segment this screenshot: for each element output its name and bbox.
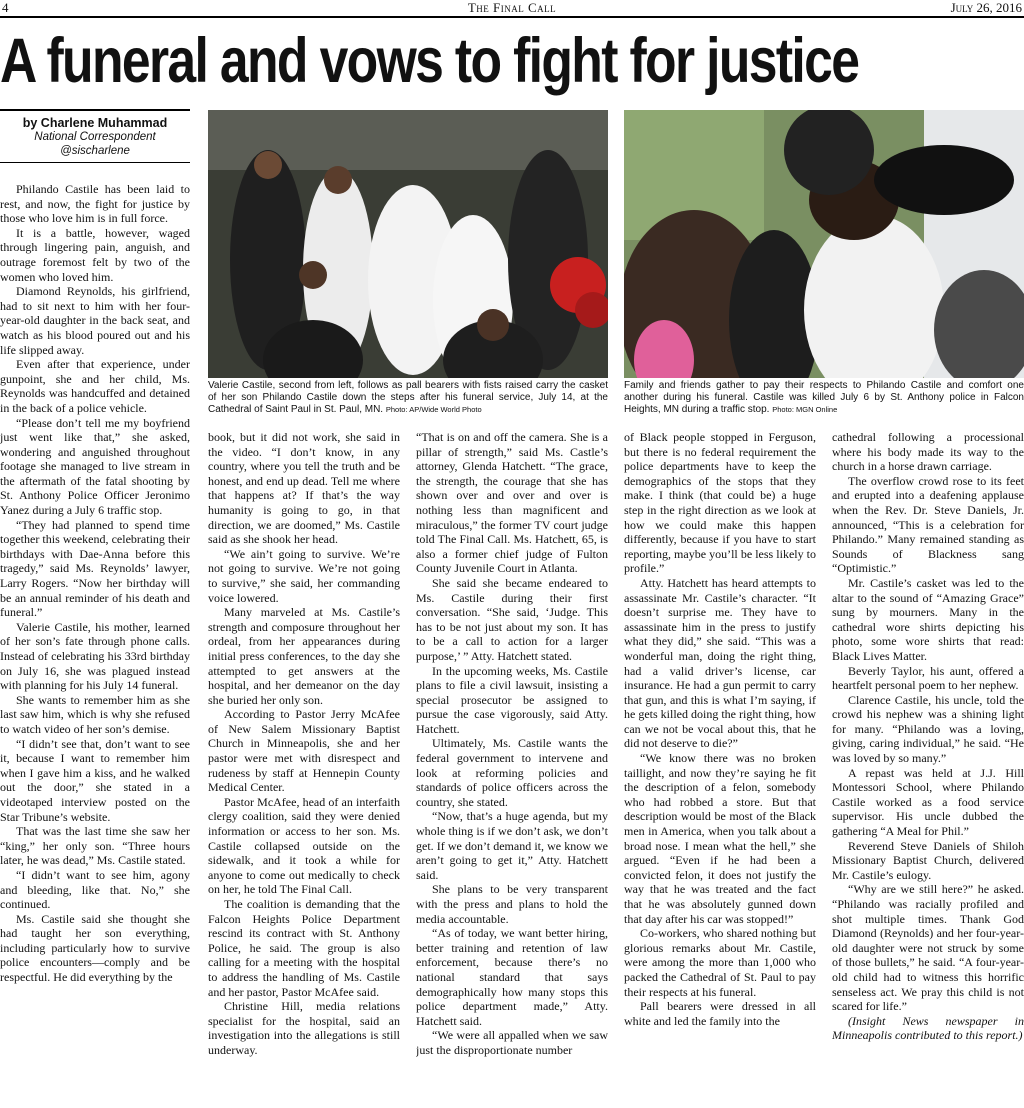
article-paragraph: A repast was held at J.J. Hill Montessori School, where Philando Castile worked as a food service supervisor. His uncle dubbed the gathering “A Meal for Phil.” bbox=[832, 765, 1024, 839]
article-paragraph: (Insight News newspaper in Minneapolis contributed to this report.) bbox=[832, 1013, 1024, 1043]
article-paragraph: In the upcoming weeks, Ms. Castile plans to file a civil lawsuit, insisting a special prosecutor be assigned to pursue the case vigorously, said Atty. Hatchett. bbox=[416, 663, 608, 736]
photo1-credit: Photo: AP/Wide World Photo bbox=[385, 405, 482, 414]
article-paragraph: The overflow crowd rose to its feet and erupted into a deafening applause when the Rev. Dr. Steve Daniels, Jr. announced, “This is a celebration for Philando.” Many remained standing as Sounds of Blackness sang “Optimistic.” bbox=[832, 473, 1024, 576]
article-paragraph: Even after that experience, under gunpoint, she and her child, Ms. Reynolds was handcuffed and detained in the back of a police vehicle. bbox=[0, 357, 190, 415]
article-paragraph: “We were all appalled when we saw just the disproportionate number bbox=[416, 1028, 608, 1057]
header-rule bbox=[0, 16, 1024, 18]
article-paragraph: “Now, that’s a huge agenda, but my whole thing is if we don’t ask, we don’t get. If we don’t demand it, we know we aren’t going to get it,” Atty. Hatchett said. bbox=[416, 809, 608, 882]
article-paragraph: According to Pastor Jerry McAfee of New Salem Missionary Baptist Church in Minneapolis, she and her pastor were met with disrespect and rudeness by staff at Hennepin County Medical Center. bbox=[208, 707, 400, 795]
article-paragraph: cathedral following a processional where his body made its way to the church in a horse drawn carriage. bbox=[832, 430, 1024, 474]
article-paragraph: Reverend Steve Daniels of Shiloh Missionary Baptist Church, delivered Mr. Castile’s eulogy. bbox=[832, 838, 1024, 882]
paper-name: The Final Call bbox=[467, 0, 557, 15]
article-column-4 bbox=[624, 430, 816, 1108]
issue-date: July 26, 2016 bbox=[950, 0, 1022, 15]
article-paragraph: “I didn’t want to see him, agony and bleeding, like that. No,” she continued. bbox=[0, 867, 190, 912]
mourners-embrace-photo bbox=[624, 110, 1024, 378]
article-paragraph: Pastor McAfee, head of an interfaith clergy coalition, said they were denied information or access to her son. Ms. Castile collapsed outside on the sidewalk, and it took a while for anyone to come out medically to check on her, he told The Final Call. bbox=[208, 794, 400, 897]
article-paragraph: She wants to remember him as she last saw him, which is why she refused to watch video of her son’s demise. bbox=[0, 692, 190, 736]
article-paragraph: “As of today, we want better hiring, better training and retention of law enforcement, because there’s no national standard that says demographically how many stops this police department made,” Atty. Hatchett said. bbox=[416, 926, 608, 1028]
article-paragraph: “They had planned to spend time together this weekend, celebrating their birthdays with Dae-Anna before this tragedy,” said Ms. Reynolds’ lawyer, Larry Rogers. “Now her birthday will be an annual reminder of his death and funeral.” bbox=[0, 517, 190, 620]
article-paragraph: Diamond Reynolds, his girlfriend, had to sit next to him with her four-year-old daughter in the back seat, and watch as his blood poured out and his life slipped away. bbox=[0, 284, 190, 357]
article-column-2 bbox=[208, 430, 400, 1108]
article-paragraph: Many marveled at Ms. Castile’s strength and composure throughout her ordeal, from her appearances during initial press conferences, to the day she attempted to get answers at the hospital, and her demeanor on the day she buried her only son. bbox=[208, 605, 400, 707]
photo1-caption bbox=[208, 380, 608, 416]
article-paragraph: Pall bearers were dressed in all white and led the family into the bbox=[624, 999, 816, 1028]
photo2-caption bbox=[624, 380, 1024, 416]
article-paragraph: Ultimately, Ms. Castile wants the federal government to intervene and look at reforming policies and standards of police officers across the country, she stated. bbox=[416, 736, 608, 809]
byline-author: by Charlene Muhammad bbox=[22, 116, 168, 130]
article-paragraph: Philando Castile has been laid to rest, and now, the fight for justice by those who love him is in full force. bbox=[0, 182, 190, 226]
article-column-3 bbox=[416, 430, 608, 1108]
article-paragraph: It is a battle, however, waged through lingering pain, anguish, and outrage foremost felt by two of the women who loved him. bbox=[0, 225, 190, 284]
photo1-caption-text: Valerie Castile, second from left, follows as pall bearers with fists raised carry the casket of her son Philando Castile down the steps after his funeral service, July 14, at the Cathedral of Saint Paul in St. Paul, MN. bbox=[208, 380, 608, 415]
article-paragraph: “Why are we still here?” he asked. “Philando was racially profiled and shot multiple times. Thank God Diamond (Reynolds) and her four-year-old daughter were not struck by some of those bullets,” he said. “A four-year-old child had to witness this horrific senseless act. We pray this child is not scared for life.” bbox=[832, 882, 1024, 1014]
page-number: 4 bbox=[2, 0, 9, 15]
article-paragraph: “We know there was no broken taillight, and now they’re saying he fit the description of a felon, somebody who had robbed a store. But that description would be most of the Black men in America, when you talk about a broad nose. I mean what the hell,” she argued. “Even if he had been a convicted felon, it does not justify the way that he was treated and the fact that he was absolutely gunned down that day after his car was stopped!” bbox=[624, 751, 816, 926]
article-paragraph: book, but it did not work, she said in the video. “I don’t know, in any country, where you tell the truth and be honest, and end up dead. Tell me where that happens at? If that’s the way humanity is going to go, in that direction, we are doomed,” Ms. Castile said as she shook her head. bbox=[208, 430, 400, 547]
article-paragraph: “That is on and off the camera. She is a pillar of strength,” said Ms. Castle’s attorney, Glenda Hatchett. “The grace, the strength, the courage that she has shown over and over and over is nothing less than magnificent and miraculous,” the former TV court judge told The Final Call. Ms. Hatchett, 65, is also a former chief judge of Fulton County Juvenile Court in Atlanta. bbox=[416, 430, 608, 576]
article-paragraph: Valerie Castile, his mother, learned of her son’s fate through phone calls. Instead of celebrating his 33rd birthday on July 16, she was plagued instead with planning for his July 14 funeral. bbox=[0, 619, 190, 693]
headline: A funeral and vows to fight for justice bbox=[0, 26, 859, 96]
article-paragraph: Beverly Taylor, his aunt, offered a heartfelt personal poem to her nephew. bbox=[832, 663, 1024, 693]
article-paragraph: “I didn’t see that, don’t want to see it, because I want to remember him when I gave him a kiss, and he walked out the door,” she stated in a videotaped interview posted on the Star Tribune’s website. bbox=[0, 736, 190, 824]
article-paragraph: Mr. Castile’s casket was led to the altar to the sound of “Amazing Grace” sung by mourners. Many in the cathedral wore shirts depicting his photo, some wore shirts that read: Black Lives Matter. bbox=[832, 575, 1024, 663]
article-column-5 bbox=[832, 430, 1024, 1108]
article-paragraph: She said she became endeared to Ms. Castile during their first conversation. “She said, ‘Judge. This has to be not just about my son. It has to be a call to action for a larger purpose,’ ” Atty. Hatchett stated. bbox=[416, 575, 608, 663]
article-paragraph: Atty. Hatchett has heard attempts to assassinate Mr. Castile’s character. “It doesn’t surprise me. They have to assassinate him in the press to justify what they did,” she said. “This was a wonderful man, doing the right thing, had a valid driver’s license, car insurance. He had a gun permit to carry that gun, and this is what I’m saying, if he gets killed doing the right thing, how can we not be vocal about this, that he did not deserve to die?” bbox=[624, 575, 816, 751]
article-paragraph: The coalition is demanding that the Falcon Heights Police Department rescind its contract with St. Anthony Police, he said. The group is also calling for a meeting with the hospital to address the handling of Ms. Castile and her pastor, Pastor McAfee said. bbox=[208, 897, 400, 999]
article-paragraph: She plans to be very transparent with the press and plans to hold the media accountable. bbox=[416, 882, 608, 926]
photo2-credit: Photo: MGN Online bbox=[772, 405, 838, 414]
article-paragraph: Clarence Castile, his uncle, told the crowd his nephew was a shining light for many. “Philando was a loving, giving, caring individual,” he said. “He was loved by so many.” bbox=[832, 692, 1024, 766]
byline-role: National Correspondent bbox=[34, 131, 156, 143]
article-column-1 bbox=[0, 182, 190, 1108]
article-paragraph: Co-workers, who shared nothing but glorious remarks about Mr. Castile, were among the more than 1,000 who packed the Cathedral of St. Paul to pay their respects at his funeral. bbox=[624, 926, 816, 999]
article-paragraph: “We ain’t going to survive. We’re not going to survive. We’re not going to survive,” she said, her commanding voice lowered. bbox=[208, 546, 400, 605]
article-paragraph: That was the last time she saw her “king,” her only son. “Three hours later, he was dead,” Ms. Castile stated. bbox=[0, 824, 190, 868]
byline-handle: @sischarlene bbox=[60, 145, 130, 157]
byline bbox=[0, 109, 190, 163]
article-paragraph: of Black people stopped in Ferguson, but there is no federal requirement the police departments have to keep the demographics of the stops that they make. I think (that could be) a huge step in the right direction as we look at how we could make this happen differently, because if you have to start reporting, maybe you’ll be less likely to profile.” bbox=[624, 430, 816, 576]
article-paragraph: Christine Hill, media relations specialist for the hospital, said an investigation into the allegations is still underway. bbox=[208, 999, 400, 1057]
article-paragraph: “Please don’t tell me my boyfriend just went like that,” she asked, wondering and anguished throughout footage she managed to live stream in the aftermath of the fatal shooting by St. Anthony Police Officer Jeronimo Yanez during a July 6 traffic stop. bbox=[0, 415, 190, 518]
funeral-procession-photo bbox=[208, 110, 608, 378]
page-header bbox=[0, 0, 1024, 16]
article-paragraph: Ms. Castile said she thought she had taught her son everything, including particularly how to survive police encounters—comply and be respectful. He did everything by the bbox=[0, 911, 190, 985]
photo2-caption-text: Family and friends gather to pay their respects to Philando Castile and comfort one another during his funeral. Castile was killed July 6 by St. Anthony police in Falcon Heights, MN during a traffic stop. bbox=[624, 380, 1024, 415]
